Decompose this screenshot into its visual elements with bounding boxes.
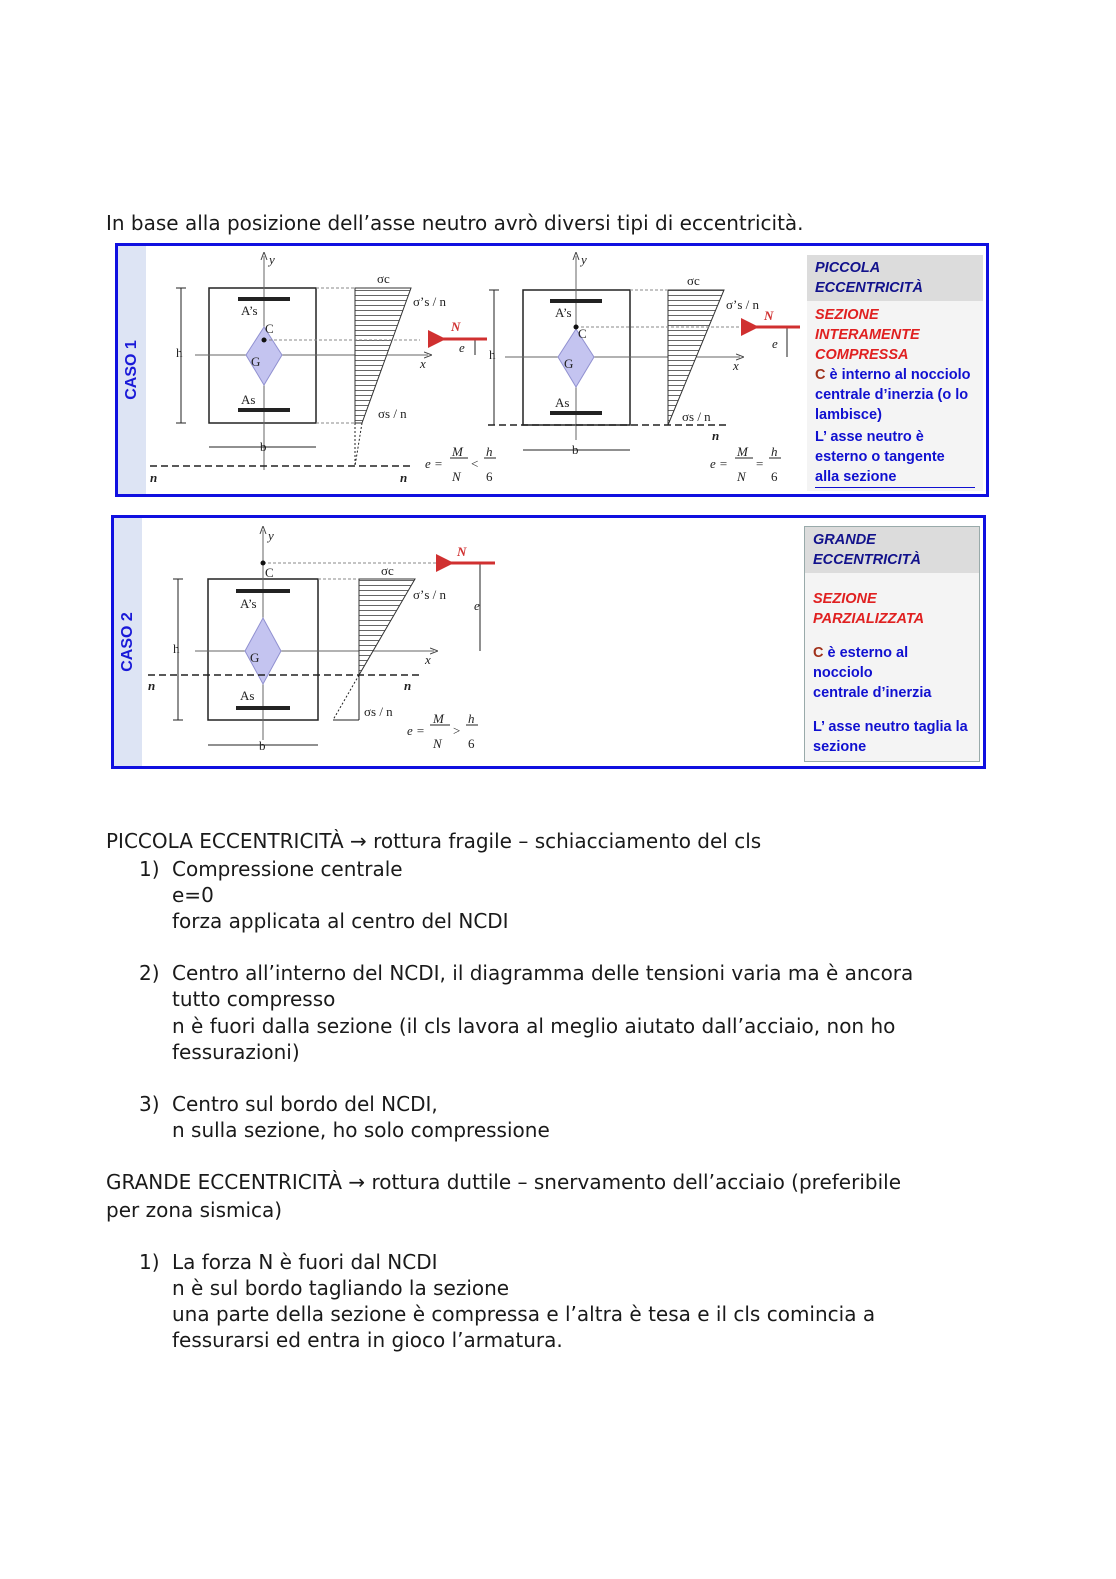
svg-text:M: M <box>452 444 463 459</box>
svg-text:N: N <box>764 308 774 323</box>
svg-text:C: C <box>265 321 274 336</box>
list-text: e=0 <box>172 883 214 907</box>
panel-title: ECCENTRICITÀ <box>815 280 923 296</box>
svg-text:σs / n: σs / n <box>682 409 711 424</box>
list-text: n è sul bordo tagliando la sezione <box>172 1276 510 1300</box>
svg-text:σc: σc <box>377 271 390 286</box>
svg-text:A’s: A’s <box>555 305 572 320</box>
panel-title: PICCOLA <box>815 260 881 276</box>
svg-text:x: x <box>733 358 739 373</box>
svg-text:N: N <box>457 544 467 559</box>
svg-text:C: C <box>578 326 587 341</box>
svg-text:h: h <box>468 711 475 726</box>
svg-text:N: N <box>452 469 461 484</box>
svg-text:e =: e = <box>407 723 425 738</box>
list-text: n sulla sezione, ho solo compressione <box>172 1118 550 1142</box>
svg-text:As: As <box>555 395 570 410</box>
list-number: 1) <box>139 857 160 881</box>
svg-text:e: e <box>459 340 465 355</box>
svg-text:h: h <box>489 347 496 362</box>
svg-text:b: b <box>260 439 267 454</box>
svg-text:M: M <box>737 444 748 459</box>
list-text: fessurazioni) <box>172 1040 300 1064</box>
svg-text:A’s: A’s <box>241 303 258 318</box>
svg-text:σc: σc <box>381 563 394 578</box>
svg-text:G: G <box>564 356 574 371</box>
svg-text:n: n <box>404 678 412 693</box>
svg-text:M: M <box>433 711 444 726</box>
svg-text:σc: σc <box>687 273 700 288</box>
grande-heading: GRANDE ECCENTRICITÀ → rottura duttile – snervamento dell’acciaio (preferibile <box>106 1170 901 1194</box>
svg-text:e: e <box>474 598 480 613</box>
list-text: una parte della sezione è compressa e l’altra è tesa e il cls comincia a <box>172 1302 876 1326</box>
list-text: Centro all’interno del NCDI, il diagramma delle tensioni varia ma è ancora <box>172 961 914 985</box>
svg-text:A’s: A’s <box>240 596 257 611</box>
list-text: Centro sul bordo del NCDI, <box>172 1092 438 1116</box>
svg-text:y: y <box>268 528 274 543</box>
svg-text:σ’s / n: σ’s / n <box>413 294 447 309</box>
svg-text:N: N <box>737 469 746 484</box>
case2-panel: GRANDE ECCENTRICITÀ SEZIONE PARZIALIZZATA C è esterno al nocciolo centrale d’inerzia L’ asse neutro taglia la sezione <box>804 526 980 762</box>
svg-text:y: y <box>269 252 275 267</box>
svg-text:n: n <box>400 470 408 485</box>
svg-text:n: n <box>148 678 156 693</box>
svg-text:N: N <box>451 319 461 334</box>
svg-text:x: x <box>425 652 431 667</box>
svg-text:N: N <box>433 736 442 751</box>
svg-text:b: b <box>259 738 266 753</box>
case1-panel: PICCOLA ECCENTRICITÀ SEZIONE INTERAMENTE COMPRESSA C è interno al nocciolo centrale d’inerzia (o lo lambisce) L’ asse neutro è esterno o tangente alla sezione <box>807 255 983 491</box>
svg-text:h: h <box>176 345 183 360</box>
svg-text:6: 6 <box>468 736 475 751</box>
svg-text:b: b <box>572 442 579 457</box>
svg-text:h: h <box>771 444 778 459</box>
list-text: Compressione centrale <box>172 857 403 881</box>
svg-text:e: e <box>772 336 778 351</box>
svg-text:n: n <box>712 428 720 443</box>
svg-text:G: G <box>251 354 261 369</box>
grande-heading-cont: per zona sismica) <box>106 1198 283 1222</box>
list-text: tutto compresso <box>172 987 336 1011</box>
list-text: forza applicata al centro del NCDI <box>172 909 509 933</box>
svg-text:=: = <box>756 456 764 471</box>
list-number: 2) <box>139 961 160 985</box>
piccola-heading: PICCOLA ECCENTRICITÀ → rottura fragile – schiacciamento del cls <box>106 829 762 853</box>
svg-text:>: > <box>453 723 461 738</box>
list-text: La forza N è fuori dal NCDI <box>172 1250 438 1274</box>
svg-text:6: 6 <box>486 469 493 484</box>
svg-text:G: G <box>250 650 260 665</box>
svg-text:h: h <box>486 444 493 459</box>
list-number: 3) <box>139 1092 160 1116</box>
svg-text:6: 6 <box>771 469 778 484</box>
svg-text:σs / n: σs / n <box>378 406 407 421</box>
svg-text:As: As <box>241 392 256 407</box>
list-number: 1) <box>139 1250 160 1274</box>
svg-text:e =: e = <box>710 456 728 471</box>
list-text: n è fuori dalla sezione (il cls lavora al meglio aiutato dall’acciaio, non ho <box>172 1014 896 1038</box>
list-text: fessurarsi ed entra in gioco l’armatura. <box>172 1328 563 1352</box>
svg-text:C: C <box>265 565 274 580</box>
svg-text:e =: e = <box>425 456 443 471</box>
svg-text:σ’s / n: σ’s / n <box>413 587 447 602</box>
intro-text: In base alla posizione dell’asse neutro avrò diversi tipi di eccentricità. <box>106 211 804 235</box>
svg-text:As: As <box>240 688 255 703</box>
svg-text:y: y <box>581 252 587 267</box>
case1-label: CASO 1 <box>122 340 140 400</box>
svg-text:σ’s / n: σ’s / n <box>726 297 760 312</box>
svg-text:h: h <box>173 641 180 656</box>
svg-text:σs / n: σs / n <box>364 704 393 719</box>
svg-text:<: < <box>471 456 479 471</box>
svg-text:x: x <box>420 356 426 371</box>
case2-label: CASO 2 <box>118 612 136 672</box>
svg-text:n: n <box>150 470 158 485</box>
